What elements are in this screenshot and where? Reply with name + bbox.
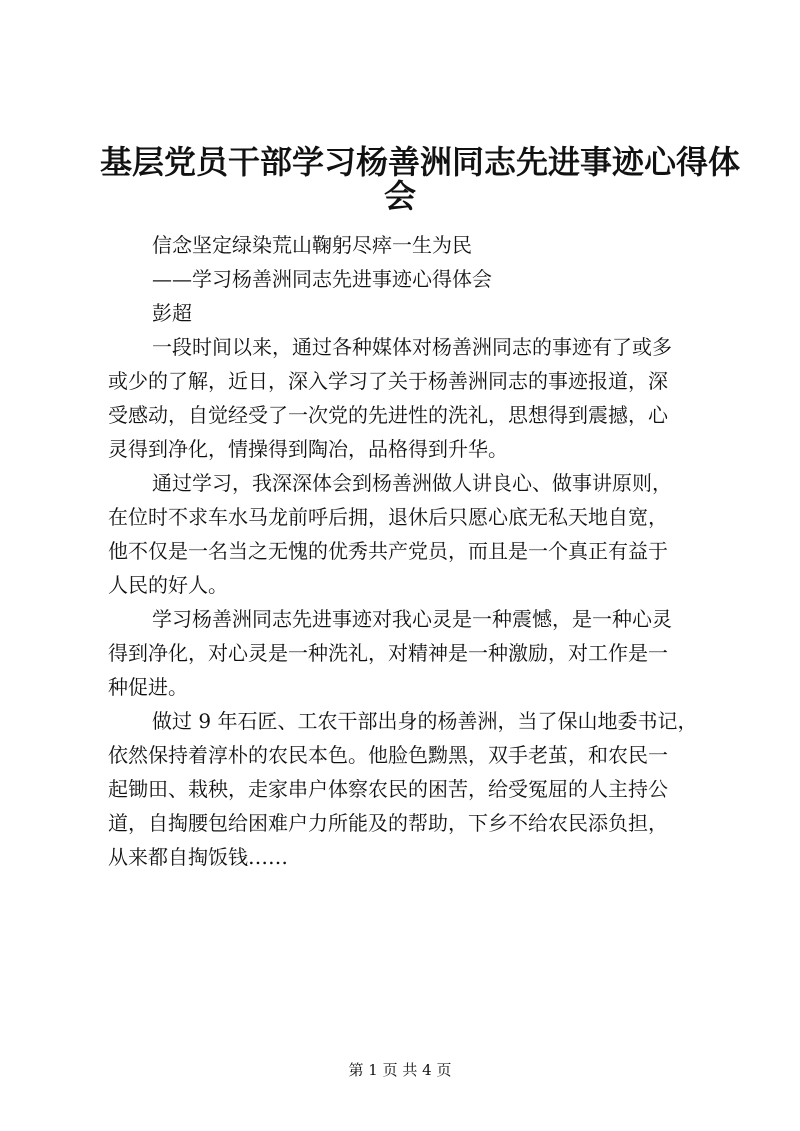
subtitle: 信念坚定绿染荒山鞠躬尽瘁一生为民 — [152, 233, 472, 257]
paragraph-line: 做过 9 年石匠、工农干部出身的杨善洲，当了保山地委书记， — [152, 709, 698, 733]
title-line-1: 基层党员干部学习杨善洲同志先进事迹心得体 — [100, 143, 741, 181]
page-footer: 第 1 页 共 4 页 — [348, 1061, 452, 1079]
paragraph-3 — [108, 602, 700, 704]
paragraph-line: 通过学习，我深深体会到杨善洲做人讲良心、做事讲原则， — [152, 471, 672, 495]
paragraph-1 — [108, 330, 700, 466]
paragraph-line: 依然保持着淳朴的农民本色。他脸色黝黑，双手老茧，和农民一 — [108, 743, 668, 767]
author-name: 彭超 — [152, 301, 192, 325]
title-line-2: 会 — [383, 177, 416, 215]
paragraph-line: 从来都自掏饭钱…… — [108, 845, 288, 869]
document-body — [108, 228, 700, 874]
paragraph-line: 或少的了解，近日，深入学习了关于杨善洲同志的事迹报道，深 — [108, 369, 668, 393]
paragraph-line: 种促进。 — [108, 675, 188, 699]
paragraph-line: 道，自掏腰包给困难户力所能及的帮助，下乡不给农民添负担， — [108, 811, 668, 835]
paragraph-line: 他不仅是一名当之无愧的优秀共产党员，而且是一个真正有益于 — [108, 539, 668, 563]
paragraph-line: 学习杨善洲同志先进事迹对我心灵是一种震憾，是一种心灵 — [152, 607, 672, 631]
paragraph-2 — [108, 466, 700, 602]
paragraph-line: 起锄田、栽秧，走家串户体察农民的困苦，给受冤屈的人主持公 — [108, 777, 668, 801]
paragraph-line: 在位时不求车水马龙前呼后拥，退休后只愿心底无私天地自宽， — [108, 505, 668, 529]
paragraph-line: 受感动，自觉经受了一次党的先进性的洗礼，思想得到震撼，心 — [108, 403, 668, 427]
paragraph-4 — [108, 704, 700, 874]
subtitle-2: ——学习杨善洲同志先进事迹心得体会 — [152, 267, 492, 291]
paragraph-line: 得到净化，对心灵是一种洗礼，对精神是一种激励，对工作是一 — [108, 641, 668, 665]
document-title — [100, 140, 741, 215]
paragraph-line: 灵得到净化，情操得到陶冶，品格得到升华。 — [108, 437, 508, 461]
paragraph-line: 人民的好人。 — [108, 573, 228, 597]
paragraph-line: 一段时间以来，通过各种媒体对杨善洲同志的事迹有了或多 — [152, 335, 672, 359]
